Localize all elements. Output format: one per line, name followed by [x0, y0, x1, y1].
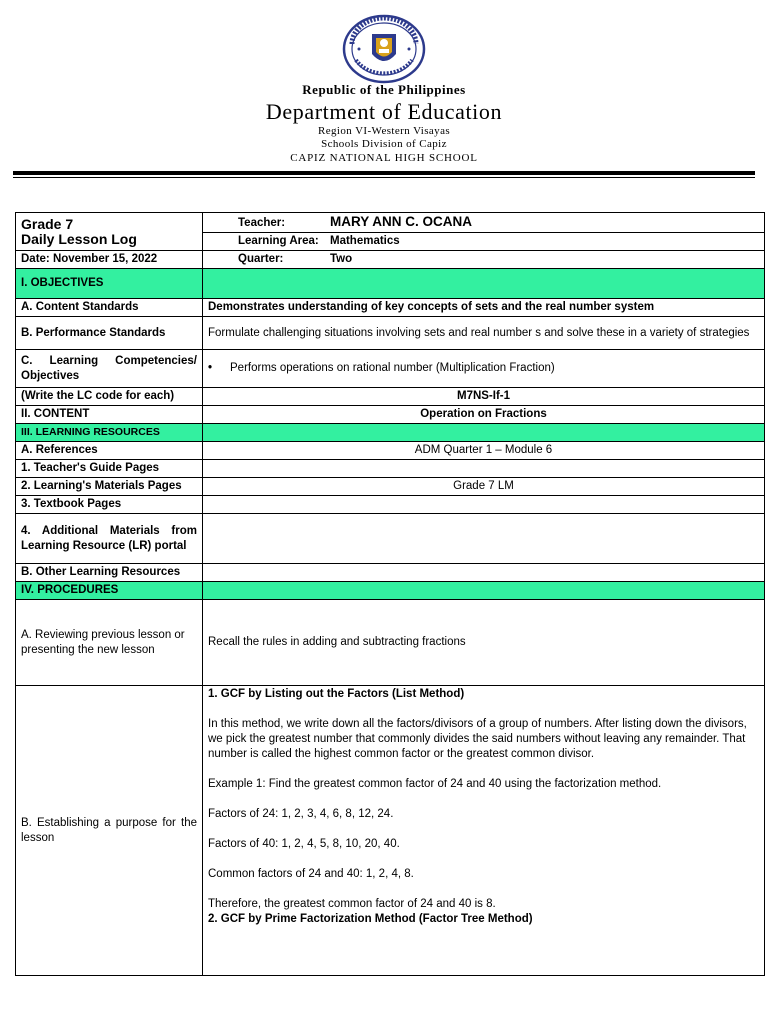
factors-of-40: Factors of 40: 1, 2, 4, 5, 8, 10, 20, 40. — [208, 838, 400, 850]
teacher-name: MARY ANN C. OCANA — [330, 214, 473, 229]
purpose-label: B. Establishing a purpose for the lesson — [16, 686, 203, 976]
other-resources-value — [203, 564, 765, 582]
additional-materials-label: 4. Additional Materials from Learning Resource (LR) portal — [16, 514, 203, 564]
method-one-heading: 1. GCF by Listing out the Factors (List Method) — [208, 688, 465, 700]
header-divider-thin — [13, 177, 755, 178]
references-label: A. References — [16, 442, 203, 460]
spacer — [208, 792, 759, 807]
log-title: Daily Lesson Log — [21, 230, 137, 247]
performance-standards-value: Formulate challenging situations involving sets and real number s and solve these in a variety of strategies — [203, 317, 765, 350]
performance-standards-label: B. Performance Standards — [16, 317, 203, 350]
quarter-value: Two — [330, 253, 353, 265]
learning-area-cell — [203, 233, 765, 251]
other-resources-label: B. Other Learning Resources — [16, 564, 203, 582]
daily-lesson-log-table — [15, 212, 765, 976]
method-one-description: In this method, we write down all the factors/divisors of a group of numbers. After listing down the divisors, we pick the greatest number that commonly divides the said numbers without leaving any remainder. That number is called the highest common factor or the greatest common divisor. — [208, 718, 747, 760]
grade-label: Grade 7 — [21, 215, 74, 232]
learning-area-value: Mathematics — [330, 235, 400, 247]
spacer — [208, 702, 759, 717]
method-two-heading: 2. GCF by Prime Factorization Method (Factor Tree Method) — [208, 913, 533, 925]
factors-of-24: Factors of 24: 1, 2, 3, 4, 6, 8, 12, 24. — [208, 808, 394, 820]
common-factors: Common factors of 24 and 40: 1, 2, 4, 8. — [208, 868, 414, 880]
procedures-fill — [203, 582, 765, 600]
content-standards-value: Demonstrates understanding of key concepts of sets and the real number system — [203, 299, 765, 317]
date-cell: Date: November 15, 2022 — [16, 251, 203, 269]
spacer — [208, 762, 759, 777]
lc-code-value: M7NS-If-1 — [203, 388, 765, 406]
lc-code-label: (Write the LC code for each) — [16, 388, 203, 406]
quarter-cell — [203, 251, 765, 269]
learning-materials-value: Grade 7 LM — [203, 478, 765, 496]
division-line: Schools Division of Capiz — [321, 138, 447, 150]
gcf-conclusion: Therefore, the greatest common factor of 24 and 40 is 8. — [208, 898, 496, 910]
textbook-label: 3. Textbook Pages — [16, 496, 203, 514]
teachers-guide-label: 1. Teacher's Guide Pages — [16, 460, 203, 478]
objectives-fill — [203, 269, 765, 299]
additional-materials-value — [203, 514, 765, 564]
teacher-label: Teacher: — [238, 217, 286, 229]
competencies-value: Performs operations on rational number (Multiplication Fraction) — [230, 362, 555, 374]
example-statement: Example 1: Find the greatest common factor of 24 and 40 using the factorization method. — [208, 778, 662, 790]
learning-area-label: Learning Area: — [238, 235, 319, 247]
teacher-cell — [203, 213, 765, 233]
purpose-content — [203, 686, 765, 976]
procedures-heading: IV. PROCEDURES — [16, 582, 203, 600]
spacer — [208, 852, 759, 867]
grade-title-cell — [16, 213, 203, 251]
teachers-guide-value — [203, 460, 765, 478]
deped-seal-logo — [339, 14, 429, 84]
region-line: Region VI-Western Visayas — [317, 125, 451, 137]
content-value: Operation on Fractions — [203, 406, 765, 424]
reviewing-label: A. Reviewing previous lesson or presenting the new lesson — [16, 600, 203, 686]
textbook-value — [203, 496, 765, 514]
spacer — [208, 822, 759, 837]
learning-resources-fill — [203, 424, 765, 442]
learning-materials-label: 2. Learning's Materials Pages — [16, 478, 203, 496]
learning-resources-heading: III. LEARNING RESOURCES — [16, 424, 203, 442]
references-value: ADM Quarter 1 – Module 6 — [203, 442, 765, 460]
header-divider-thick — [13, 171, 755, 175]
republic-heading: Republic of the Philippines — [302, 82, 466, 97]
content-label: II. CONTENT — [16, 406, 203, 424]
department-heading: Department of Education — [265, 99, 503, 124]
spacer — [208, 882, 759, 897]
competencies-cell — [203, 350, 765, 388]
reviewing-value: Recall the rules in adding and subtracting fractions — [203, 600, 765, 686]
content-standards-label: A. Content Standards — [16, 299, 203, 317]
competencies-label: C. Learning Competencies/ Objectives — [16, 350, 203, 388]
bullet-icon: • — [208, 362, 213, 374]
quarter-label: Quarter: — [238, 253, 284, 265]
school-line: CAPIZ NATIONAL HIGH SCHOOL — [290, 152, 478, 164]
objectives-heading: I. OBJECTIVES — [16, 269, 203, 299]
